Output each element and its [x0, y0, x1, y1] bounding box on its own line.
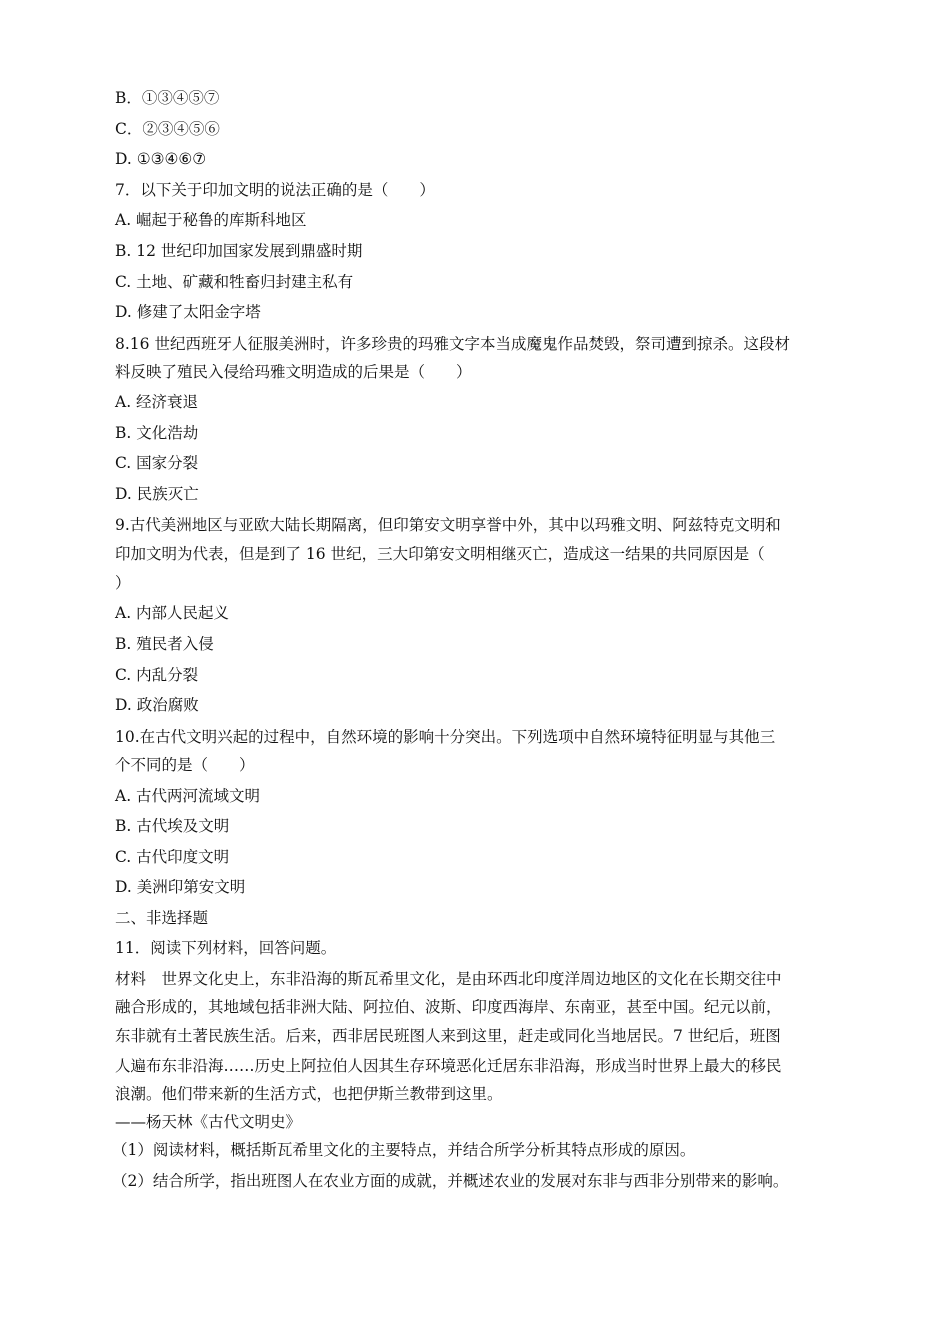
q7-stem: 7．以下关于印加文明的说法正确的是（ ）: [115, 181, 435, 199]
q9-stem-line-2: 印加文明为代表，但是到了 16 世纪，三大印第安文明相继灭亡，造成这一结果的共同原因是（: [115, 545, 765, 563]
q8-stem-line-1: 8.16 世纪西班牙人征服美洲时，许多珍贵的玛雅文字本当成魔鬼作品焚毁，祭司遭到掠杀。这段材: [115, 335, 790, 353]
q6-option-d: D. ①③④⑥⑦: [115, 150, 207, 168]
q11-material-line-5: 浪潮。他们带来新的生活方式，也把伊斯兰教带到这里。: [115, 1085, 503, 1103]
q6-option-b: B．①③④⑤⑦: [115, 89, 220, 107]
q11-stem: 11．阅读下列材料，回答问题。: [115, 939, 337, 957]
q7-option-b: B. 12 世纪印加国家发展到鼎盛时期: [115, 242, 363, 260]
q11-subquestion-2: （2）结合所学，指出班图人在农业方面的成就，并概述农业的发展对东非与西非分别带来的影响。: [112, 1172, 789, 1190]
q11-material-line-2: 融合形成的，其地域包括非洲大陆、阿拉伯、波斯、印度西海岸、东南亚，甚至中国。纪元以前，: [115, 998, 782, 1016]
q8-option-a: A. 经济衰退: [115, 393, 199, 411]
q10-stem-line-1: 10.在古代文明兴起的过程中，自然环境的影响十分突出。下列选项中自然环境特征明显与其他三: [115, 728, 776, 746]
q7-option-a: A. 崛起于秘鲁的库斯科地区: [115, 211, 307, 229]
q9-option-a: A. 内部人民起义: [115, 604, 230, 622]
q7-option-d: D. 修建了太阳金字塔: [115, 303, 261, 321]
q9-stem-line-1: 9.古代美洲地区与亚欧大陆长期隔离，但印第安文明享誉中外，其中以玛雅文明、阿兹特克文明和: [115, 516, 781, 534]
q10-option-c: C. 古代印度文明: [115, 848, 230, 866]
q10-stem-line-2: 个不同的是（ ）: [115, 756, 255, 774]
q8-option-c: C. 国家分裂: [115, 454, 199, 472]
q7-option-c: C. 土地、矿藏和牲畜归封建主私有: [115, 273, 354, 291]
section-heading: 二、非选择题: [115, 909, 209, 927]
q10-option-d: D. 美洲印第安文明: [115, 878, 246, 896]
q6-option-c: C．②③④⑤⑥: [115, 120, 220, 138]
q11-subquestion-1: （1）阅读材料，概括斯瓦希里文化的主要特点，并结合所学分析其特点形成的原因。: [112, 1141, 696, 1159]
q11-material-line-1: 材料 世界文化史上，东非沿海的斯瓦希里文化，是由环西北印度洋周边地区的文化在长期交往中: [115, 970, 782, 988]
q10-option-a: A. 古代两河流域文明: [115, 787, 261, 805]
q9-option-c: C. 内乱分裂: [115, 666, 199, 684]
q8-option-d: D. 民族灭亡: [115, 485, 199, 503]
q11-material-line-4: 人遍布东非沿海……历史上阿拉伯人因其生存环境恶化迁居东非沿海，形成当时世界上最大的移民: [115, 1057, 782, 1075]
q9-option-b: B. 殖民者入侵: [115, 635, 214, 653]
q9-stem-line-3: ）: [115, 574, 131, 592]
q10-option-b: B. 古代埃及文明: [115, 817, 230, 835]
q9-option-d: D. 政治腐败: [115, 696, 199, 714]
q11-material-line-3: 东非就有土著民族生活。后来，西非居民班图人来到这里，赶走或同化当地居民。7 世纪后，班图: [115, 1027, 781, 1045]
q8-stem-line-2: 料反映了殖民入侵给玛雅文明造成的后果是（ ）: [115, 363, 472, 381]
q8-option-b: B. 文化浩劫: [115, 424, 199, 442]
q11-source: ——杨天林《古代文明史》: [115, 1113, 302, 1131]
